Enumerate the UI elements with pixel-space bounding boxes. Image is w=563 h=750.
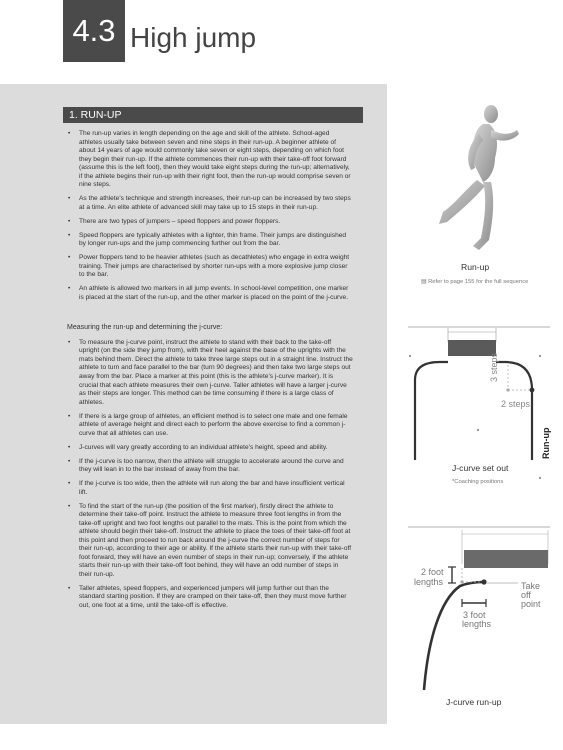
takeoff-marker [481,579,486,584]
bullet-item: • Power floppers tend to be heavier athletes (such as decathletes) who engage in extra weight training. Their jumps are characterised by shorter run-ups with a more explosive jump closer to the bar. [67,254,353,280]
bullet-item: • There are two types of jumpers – speed floppers and power floppers. [67,218,353,227]
jcurve-path [496,362,532,460]
landing-mat [464,550,548,568]
bullet-item: • If the j-curve is too narrow, then the athlete will struggle to accelerate around the curve and they will lean in to the bar instead of away from the bar. [67,458,353,475]
label-runup: Run-up [541,427,551,459]
figure-note-text: Refer to page 155 for the full sequence [428,279,529,285]
label-3-foot-lengths: lengths [462,619,492,629]
label-2-steps: 2 steps [501,399,531,409]
jcurve-path [424,582,484,690]
bullet-item: • J-curves will vary greatly according to an individual athlete's height, speed and ability. [67,444,353,453]
label-2-foot-lengths: lengths [414,577,444,587]
subheading: Measuring the run-up and determining the j-curve: [67,324,223,332]
label-off: off [521,590,531,600]
jcurve-marker [530,388,535,393]
bullet-item: • To find the start of the run-up (the position of the first marker), firstly direct the athlete to determine their take-off point. Instruct the athlete to measure three foot lengths in from the take-off upright and two foot lengths out parallel to the mats. This is the point from which the athlete should begin their take-off. Instruct the athlete to place the toes of their take-off foot at this point and then proceed to run back around the j-curve the correct number of steps for their run-up, according to their age or ability. If the athlete starts their run-up with their take-off foot forward, they will have an even number of steps in their run-up; conversely, if the athlete starts their run-up with their take-off foot behind, they will have an odd number of steps in their run-up. [67,503,353,580]
bullet-item: • To measure the j-curve point, instruct the athlete to stand with their back to the take-off upright (on the side they jump from), with their heel against the base of the uprights with the mats behind them. Direct the athlete to take three large steps out in a straight line. Instruct the athlete to turn and face parallel to the bar (turn 90 degrees) and then take two large steps out away from the bar. Place a marker at this point (this is the athlete's j-curve marker). It is crucial that each athlete measures their own j-curve. Taller athletes will have a larger j-curve as their steps are longer. This method can be time consuming if there is a large class of athletes. [67,339,353,407]
bullet-item: • The run-up varies in length depending on the age and skill of the athlete. School-aged athletes usually take between seven and nine steps in their run-up. A beginner athlete of about 14 years of age would commonly take seven or eight steps, depending on which foot they begin their run-up. If the athlete commences their run-up with their take-off foot forward (assume this is the left foot), then they would take eight steps during the run-up; alternatively, if the athlete begins their run-up with their right foot, then the run-up would comprise seven or nine steps. [67,130,353,190]
jcurve-runup-diagram [400,520,560,695]
bullet-item: • If the j-curve is too wide, then the athlete will run along the bar and have insufficient vertical lift. [67,480,353,497]
jcurve-setout-diagram [400,320,560,500]
figure-caption: J-curve run-up [446,697,502,707]
label-3-steps: 3 steps [489,352,499,382]
left-curve [415,362,448,460]
figure-caption: J-curve set out [452,463,509,473]
figure-note: *Coaching positions [452,479,504,485]
bullet-item: • As the athlete's technique and strength increases, their run-up can be increased by two steps at a time. An elite athlete of advanced skill may take up to 15 steps in their run-up. [67,195,353,212]
label-3-foot: 3 foot [463,610,486,620]
bullet-item: • An athlete is allowed two markers in all jump events. In school-level competition, one marker is placed at the start of the run-up, and the other marker is placed on the point of the j-curve. [67,285,353,302]
athlete-illustration [425,100,535,260]
book-icon: ▤ [421,279,427,285]
label-point: point [521,599,541,609]
bullet-item: • Speed floppers are typically athletes with a lighter, thin frame. Their jumps are distinguished by longer run-ups and the jump commencing further out from the bar. [67,232,353,249]
body-text [67,130,353,616]
label-2-foot: 2 foot [421,567,444,577]
label-take: Take [521,581,541,591]
figure-note [421,279,528,285]
page-title: High jump [130,22,257,53]
figure-caption: Run-up [461,262,490,272]
bullet-item: • Taller athletes, speed floppers, and experienced jumpers will jump further out than the standard starting position. If they are cramped on their take-off, then they must move further out, one foot at a time, until the take-off is effective. [67,585,353,611]
section-heading: 1. RUN-UP [63,107,363,123]
section-number: 4.3 [63,0,125,62]
bullet-item: • If there is a large group of athletes, an efficient method is to select one male and one female athlete of average height and direct each to perform the above exercise to find a common j-curve that all athletes can use. [67,413,353,439]
